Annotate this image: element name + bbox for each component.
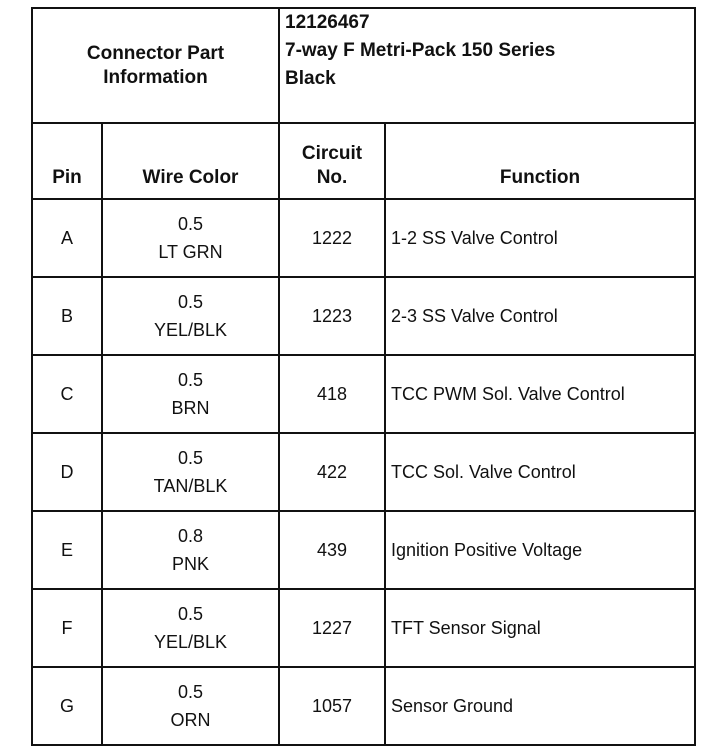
table-row [32, 433, 695, 511]
connector-info-label-line1: Connector Part [86, 42, 225, 64]
table-row [32, 511, 695, 589]
wire-gauge: 0.5 [177, 682, 204, 702]
wire-color-cell [102, 589, 279, 667]
wire-color-cell [102, 667, 279, 745]
connector-info-label-line2: Information [103, 66, 208, 88]
circuit-cell: 1222 [279, 199, 385, 277]
function-cell: Ignition Positive Voltage [385, 511, 695, 589]
wire-color: TAN/BLK [153, 476, 228, 496]
pin-cell: B [32, 277, 102, 355]
function-cell: TCC PWM Sol. Valve Control [385, 355, 695, 433]
wire-color-cell [102, 433, 279, 511]
circuit-cell: 1223 [279, 277, 385, 355]
header-circuit-line1: Circuit [301, 143, 363, 164]
function-cell: Sensor Ground [385, 667, 695, 745]
wire-gauge: 0.5 [177, 448, 204, 468]
header-wire-color: Wire Color [102, 123, 279, 199]
pin-cell: G [32, 667, 102, 745]
circuit-cell: 439 [279, 511, 385, 589]
function-cell: 2-3 SS Valve Control [385, 277, 695, 355]
wire-color: YEL/BLK [153, 320, 228, 340]
wire-gauge: 0.8 [177, 526, 204, 546]
pin-cell: C [32, 355, 102, 433]
circuit-cell: 422 [279, 433, 385, 511]
circuit-cell: 1227 [279, 589, 385, 667]
wire-gauge: 0.5 [177, 370, 204, 390]
header-pin: Pin [32, 123, 102, 199]
wire-color: PNK [171, 554, 209, 574]
pin-cell: D [32, 433, 102, 511]
table-row [32, 589, 695, 667]
header-function: Function [385, 123, 695, 199]
wire-color-cell [102, 511, 279, 589]
table-row [32, 355, 695, 433]
wire-color: BRN [171, 398, 210, 418]
pin-rows [32, 199, 695, 745]
table-row [32, 667, 695, 745]
pin-cell: F [32, 589, 102, 667]
pin-cell: A [32, 199, 102, 277]
function-cell: TFT Sensor Signal [385, 589, 695, 667]
function-cell: TCC Sol. Valve Control [385, 433, 695, 511]
connector-info-row [32, 8, 695, 123]
wire-color: ORN [170, 710, 211, 730]
table-row [32, 199, 695, 277]
wire-gauge: 0.5 [177, 292, 204, 312]
connector-color: Black [285, 68, 336, 89]
header-circuit-line2: No. [316, 167, 348, 188]
wire-color: LT GRN [158, 242, 223, 262]
circuit-cell: 1057 [279, 667, 385, 745]
wire-gauge: 0.5 [177, 214, 204, 234]
header-row [32, 123, 695, 199]
circuit-cell: 418 [279, 355, 385, 433]
table-row [32, 277, 695, 355]
wire-color-cell [102, 199, 279, 277]
connector-info-label [32, 8, 279, 123]
connector-description: 7-way F Metri-Pack 150 Series [285, 40, 556, 61]
connector-part-number: 12126467 [285, 12, 370, 33]
connector-info-values [279, 8, 695, 123]
pin-cell: E [32, 511, 102, 589]
header-circuit-no [279, 123, 385, 199]
wire-color: YEL/BLK [153, 632, 228, 652]
connector-table [31, 7, 696, 746]
wire-gauge: 0.5 [177, 604, 204, 624]
wire-color-cell [102, 355, 279, 433]
function-cell: 1-2 SS Valve Control [385, 199, 695, 277]
wire-color-cell [102, 277, 279, 355]
